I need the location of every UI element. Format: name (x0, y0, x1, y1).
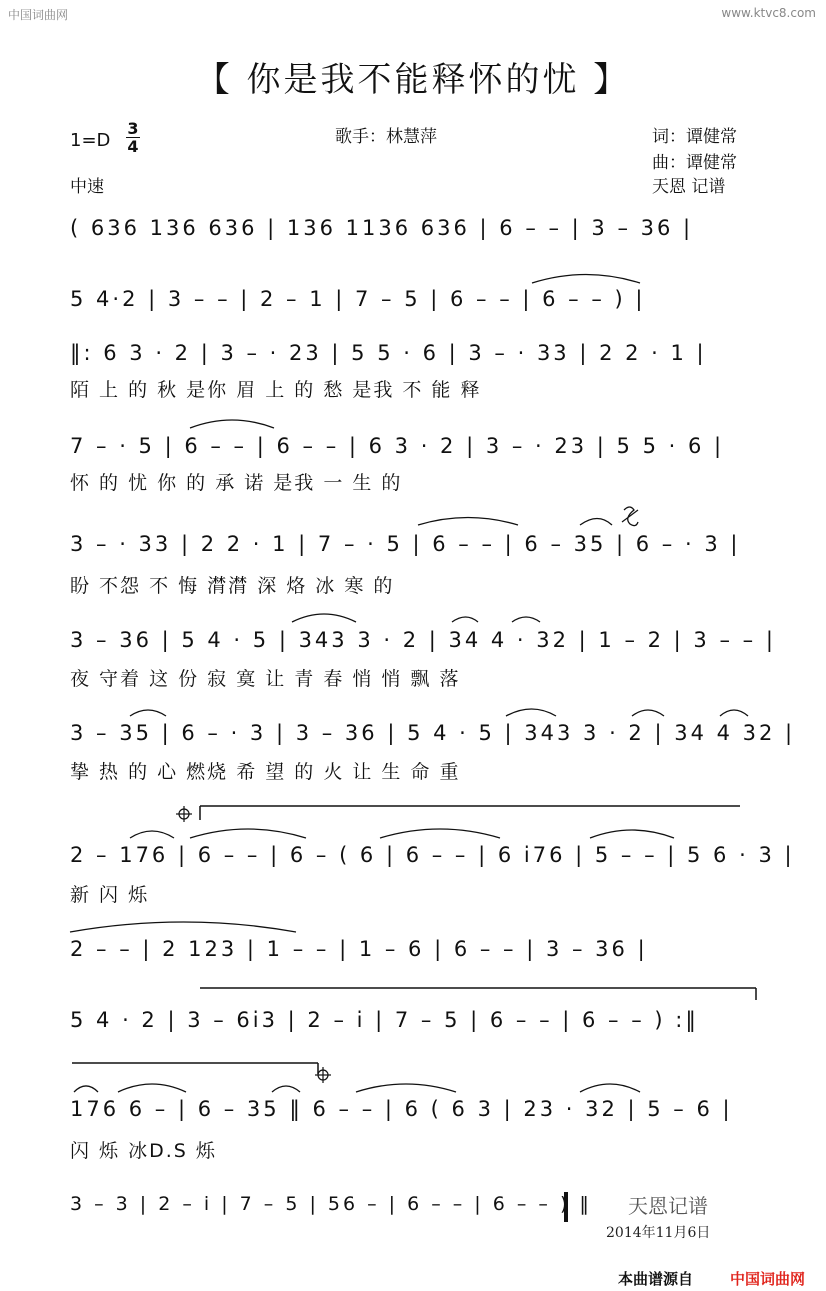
time-signature-top: 3 (127, 119, 139, 138)
notation-row: 176 6 – | 6 – 35 ‖ 6 – – | 6 ( 6 3 | 23 · 32 | 5 – 6 | (70, 1097, 733, 1121)
tempo: 中速 (70, 177, 104, 197)
tie-arc (580, 1084, 640, 1092)
notation-row: 2 – 176 | 6 – – | 6 – ( 6 | 6 – – | 6 i76 | 5 – – | 5 6 · 3 | (70, 843, 795, 867)
notation-row: 3 – · 33 | 2 2 · 1 | 7 – · 5 | 6 – – | 6 – 35 | 6 – · 3 | (70, 532, 741, 556)
notation-row: ‖: 6 3 · 2 | 3 – · 23 | 5 5 · 6 | 3 – · 33 | 2 2 · 1 | (70, 341, 707, 365)
watermark-right: www.ktvc8.com (721, 6, 816, 20)
tie-arc (190, 420, 274, 428)
notation-row: ( 636 136 636 | 136 1136 636 | 6 – – | 3 – 36 | (70, 216, 694, 240)
footer-source-label: 本曲谱源自 (618, 1270, 694, 1288)
notation-row: 3 – 3 | 2 – i | 7 – 5 | 56 – | 6 – – | 6 – – ) ‖ (70, 1193, 592, 1215)
tie-arc (130, 831, 174, 838)
notation-row: 5 4·2 | 3 – – | 2 – 1 | 7 – 5 | 6 – – | 6 – – ) | (70, 287, 646, 311)
tie-arc (356, 1084, 456, 1092)
notation-row: 7 – · 5 | 6 – – | 6 – – | 6 3 · 2 | 3 – · 23 | 5 5 · 6 | (70, 434, 725, 458)
notation-row: 3 – 36 | 5 4 · 5 | 343 3 · 2 | 34 4 · 32 | 1 – 2 | 3 – – | (70, 628, 776, 652)
footer-site-link[interactable]: 中国词曲网 (730, 1270, 806, 1288)
tie-arc (380, 829, 500, 838)
lyric-row: 陌 上 的 秋 是你 眉 上 的 愁 是我 不 能 释 (70, 379, 482, 401)
notation-row: 5 4 · 2 | 3 – 6i3 | 2 – i | 7 – 5 | 6 – – | 6 – – ) :‖ (70, 1008, 699, 1032)
tie-arc (118, 1084, 186, 1092)
notation-row: 2 – – | 2 123 | 1 – – | 1 – 6 | 6 – – | 3 – 36 | (70, 937, 648, 961)
lyric-row: 新 闪 烁 (70, 884, 150, 906)
tie-arc (532, 275, 640, 284)
lyric-row: 挚 热 的 心 燃烧 希 望 的 火 让 生 命 重 (70, 761, 461, 783)
watermark-left: 中国词曲网 (8, 8, 69, 22)
tie-arc (70, 922, 296, 932)
tie-arc (512, 617, 540, 622)
notation-row: 3 – 35 | 6 – · 3 | 3 – 36 | 5 4 · 5 | 343 3 · 2 | 34 4 32 | (70, 721, 796, 745)
tie-arc (190, 829, 306, 838)
tie-arc (580, 519, 612, 526)
singer: 歌手：林慧萍 (335, 127, 437, 147)
tie-arc (506, 709, 556, 716)
tie-arc (632, 710, 664, 716)
tie-arc (452, 617, 478, 622)
transcriber: 天恩 记谱 (652, 177, 726, 197)
tie-arc (130, 710, 166, 716)
composer: 曲：谭健常 (652, 153, 737, 173)
key-signature: 1=D (70, 130, 111, 151)
tie-arc (418, 518, 518, 526)
tie-arc (590, 830, 674, 838)
time-signature-bottom: 4 (127, 137, 139, 156)
tie-arc (74, 1086, 98, 1092)
tie-arc (292, 614, 356, 622)
handwritten-signature: 天恩记谱 (628, 1194, 708, 1218)
lyric-row: 盼 不怨 不 悔 潸潸 深 烙 冰 寒 的 (70, 575, 395, 597)
coda-icon (176, 806, 192, 822)
tie-arc (720, 710, 748, 716)
lyricist: 词：谭健常 (652, 127, 737, 147)
lyric-row: 闪 烁 冰D.S 烁 (70, 1140, 217, 1162)
tie-arc (272, 1086, 300, 1092)
lyric-row: 怀 的 忧 你 的 承 诺 是我 一 生 的 (70, 472, 403, 494)
song-title: 【 你是我不能释怀的忧 】 (195, 60, 631, 100)
lyric-row: 夜 守着 这 份 寂 寞 让 青 春 悄 悄 飘 落 (70, 668, 461, 690)
date-stamp: 2014年11月6日 (606, 1225, 711, 1241)
segno-icon (622, 507, 638, 526)
